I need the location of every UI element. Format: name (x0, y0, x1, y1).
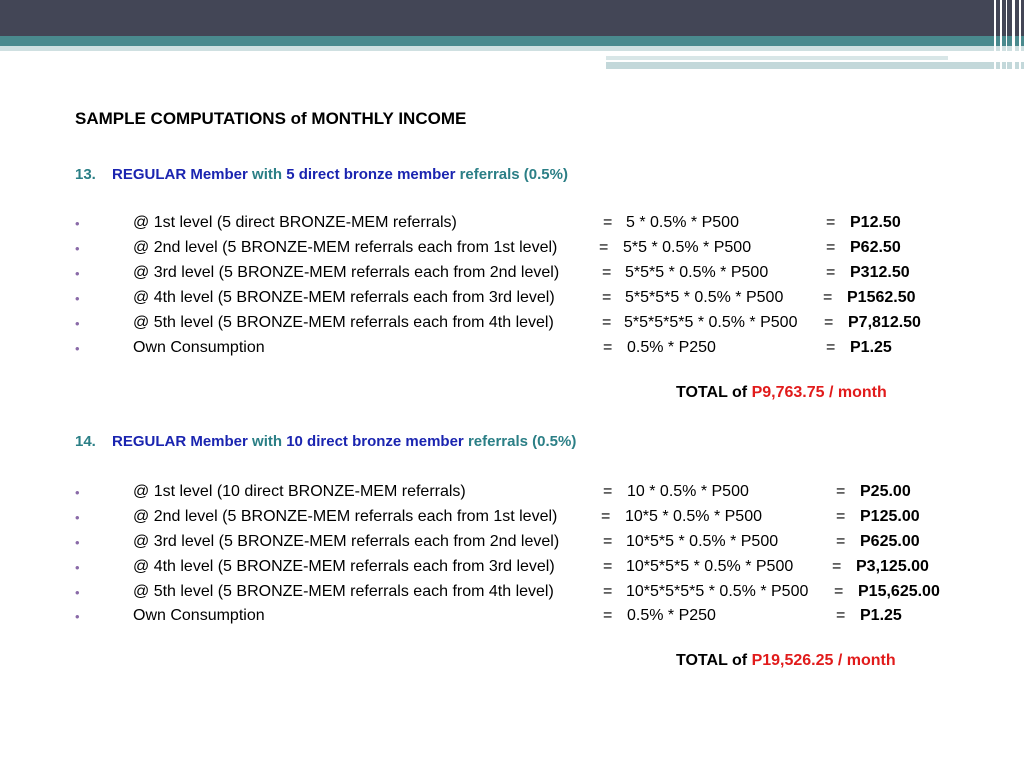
row-formula: 10*5*5*5*5 * 0.5% * P500 (626, 583, 809, 600)
computation-row (0, 483, 1024, 505)
equals-sign: = (603, 583, 613, 600)
equals-sign: = (823, 289, 833, 306)
equals-sign: = (603, 339, 613, 356)
equals-sign: = (834, 583, 844, 600)
bullet-icon: • (75, 316, 80, 331)
equals-sign: = (836, 607, 846, 624)
bullet-icon: • (75, 535, 80, 550)
header-stripes-decor (990, 0, 1024, 70)
header-bar (0, 0, 1024, 36)
computation-row (0, 533, 1024, 555)
row-result: P3,125.00 (856, 558, 929, 575)
row-description: @ 5th level (5 BRONZE-MEM referrals each from 4th level) (133, 314, 554, 331)
equals-sign: = (603, 214, 613, 231)
computation-row (0, 607, 1024, 629)
computation-row (0, 289, 1024, 311)
computation-row (0, 264, 1024, 286)
row-formula: 5*5*5*5 * 0.5% * P500 (625, 289, 784, 306)
bullet-icon: • (75, 241, 80, 256)
equals-sign: = (836, 533, 846, 550)
section-total (676, 384, 887, 402)
header-accent-band (0, 36, 1024, 46)
equals-sign: = (603, 483, 613, 500)
direct-referral-text: 10 direct bronze member (286, 433, 464, 450)
bullet-icon: • (75, 216, 80, 231)
referral-rate-text: referrals (0.5%) (467, 433, 577, 450)
row-description: @ 1st level (10 direct BRONZE-MEM referrals) (133, 483, 466, 500)
equals-sign: = (603, 607, 613, 624)
total-value: P19,526.25 / month (751, 652, 896, 669)
section-heading-13 (75, 166, 568, 183)
row-result: P625.00 (860, 533, 920, 550)
computation-row (0, 558, 1024, 580)
row-formula: 5*5 * 0.5% * P500 (623, 239, 752, 256)
bullet-icon: • (75, 585, 80, 600)
bullet-icon: • (75, 266, 80, 281)
row-formula: 10*5*5*5 * 0.5% * P500 (626, 558, 794, 575)
bullet-icon: • (75, 485, 80, 500)
equals-sign: = (602, 289, 612, 306)
row-description: @ 2nd level (5 BRONZE-MEM referrals each from 1st level) (133, 239, 558, 256)
section-number: 14. (75, 433, 96, 450)
total-label: TOTAL of (676, 652, 748, 669)
section-heading-14 (75, 433, 576, 450)
member-type: REGULAR Member (112, 166, 248, 183)
equals-sign: = (602, 314, 612, 331)
equals-sign: = (836, 483, 846, 500)
referral-rate-text: referrals (0.5%) (459, 166, 568, 183)
equals-sign: = (832, 558, 842, 575)
header-decor-bar (606, 62, 1024, 69)
row-result: P25.00 (860, 483, 911, 500)
slide-title: SAMPLE COMPUTATIONS of MONTHLY INCOME (75, 109, 467, 128)
computation-row (0, 214, 1024, 236)
equals-sign: = (836, 508, 846, 525)
row-formula: 0.5% * P250 (627, 339, 716, 356)
row-formula: 10*5*5 * 0.5% * P500 (626, 533, 779, 550)
bullet-icon: • (75, 510, 80, 525)
row-result: P7,812.50 (848, 314, 921, 331)
computation-row (0, 339, 1024, 361)
equals-sign: = (824, 314, 834, 331)
row-result: P12.50 (850, 214, 901, 231)
bullet-icon: • (75, 341, 80, 356)
bullet-icon: • (75, 291, 80, 306)
computation-row (0, 314, 1024, 336)
row-result: P1.25 (850, 339, 892, 356)
row-formula: 0.5% * P250 (627, 607, 716, 624)
equals-sign: = (826, 214, 836, 231)
row-result: P125.00 (860, 508, 920, 525)
row-description: @ 3rd level (5 BRONZE-MEM referrals each from 2nd level) (133, 533, 560, 550)
computation-row (0, 239, 1024, 261)
total-label: TOTAL of (676, 384, 748, 401)
section-number: 13. (75, 166, 96, 183)
member-type: REGULAR Member (112, 433, 248, 450)
row-description: @ 2nd level (5 BRONZE-MEM referrals each from 1st level) (133, 508, 558, 525)
header-decor-line (606, 56, 948, 60)
equals-sign: = (601, 508, 611, 525)
computation-row (0, 583, 1024, 605)
header-light-band (0, 46, 1024, 51)
row-formula: 10 * 0.5% * P500 (627, 483, 749, 500)
equals-sign: = (826, 239, 836, 256)
with-text: with (252, 433, 283, 450)
row-description: Own Consumption (133, 607, 265, 624)
equals-sign: = (603, 533, 613, 550)
equals-sign: = (826, 339, 836, 356)
total-value: P9,763.75 / month (751, 384, 887, 401)
computation-row (0, 508, 1024, 530)
bullet-icon: • (75, 560, 80, 575)
equals-sign: = (826, 264, 836, 281)
row-formula: 5*5*5 * 0.5% * P500 (625, 264, 769, 281)
bullet-icon: • (75, 609, 80, 624)
equals-sign: = (599, 239, 609, 256)
row-result: P1.25 (860, 607, 902, 624)
with-text: with (252, 166, 283, 183)
row-formula: 5*5*5*5*5 * 0.5% * P500 (624, 314, 798, 331)
equals-sign: = (602, 264, 612, 281)
row-result: P62.50 (850, 239, 901, 256)
row-result: P1562.50 (847, 289, 916, 306)
row-description: @ 4th level (5 BRONZE-MEM referrals each from 3rd level) (133, 289, 555, 306)
section-total (676, 652, 896, 670)
row-description: @ 1st level (5 direct BRONZE-MEM referrals) (133, 214, 457, 231)
direct-referral-text: 5 direct bronze member (286, 166, 456, 183)
row-description: @ 3rd level (5 BRONZE-MEM referrals each from 2nd level) (133, 264, 560, 281)
equals-sign: = (603, 558, 613, 575)
row-result: P312.50 (850, 264, 910, 281)
row-description: @ 4th level (5 BRONZE-MEM referrals each from 3rd level) (133, 558, 555, 575)
row-description: @ 5th level (5 BRONZE-MEM referrals each from 4th level) (133, 583, 554, 600)
row-description: Own Consumption (133, 339, 265, 356)
row-formula: 5 * 0.5% * P500 (626, 214, 739, 231)
row-result: P15,625.00 (858, 583, 940, 600)
row-formula: 10*5 * 0.5% * P500 (625, 508, 762, 525)
